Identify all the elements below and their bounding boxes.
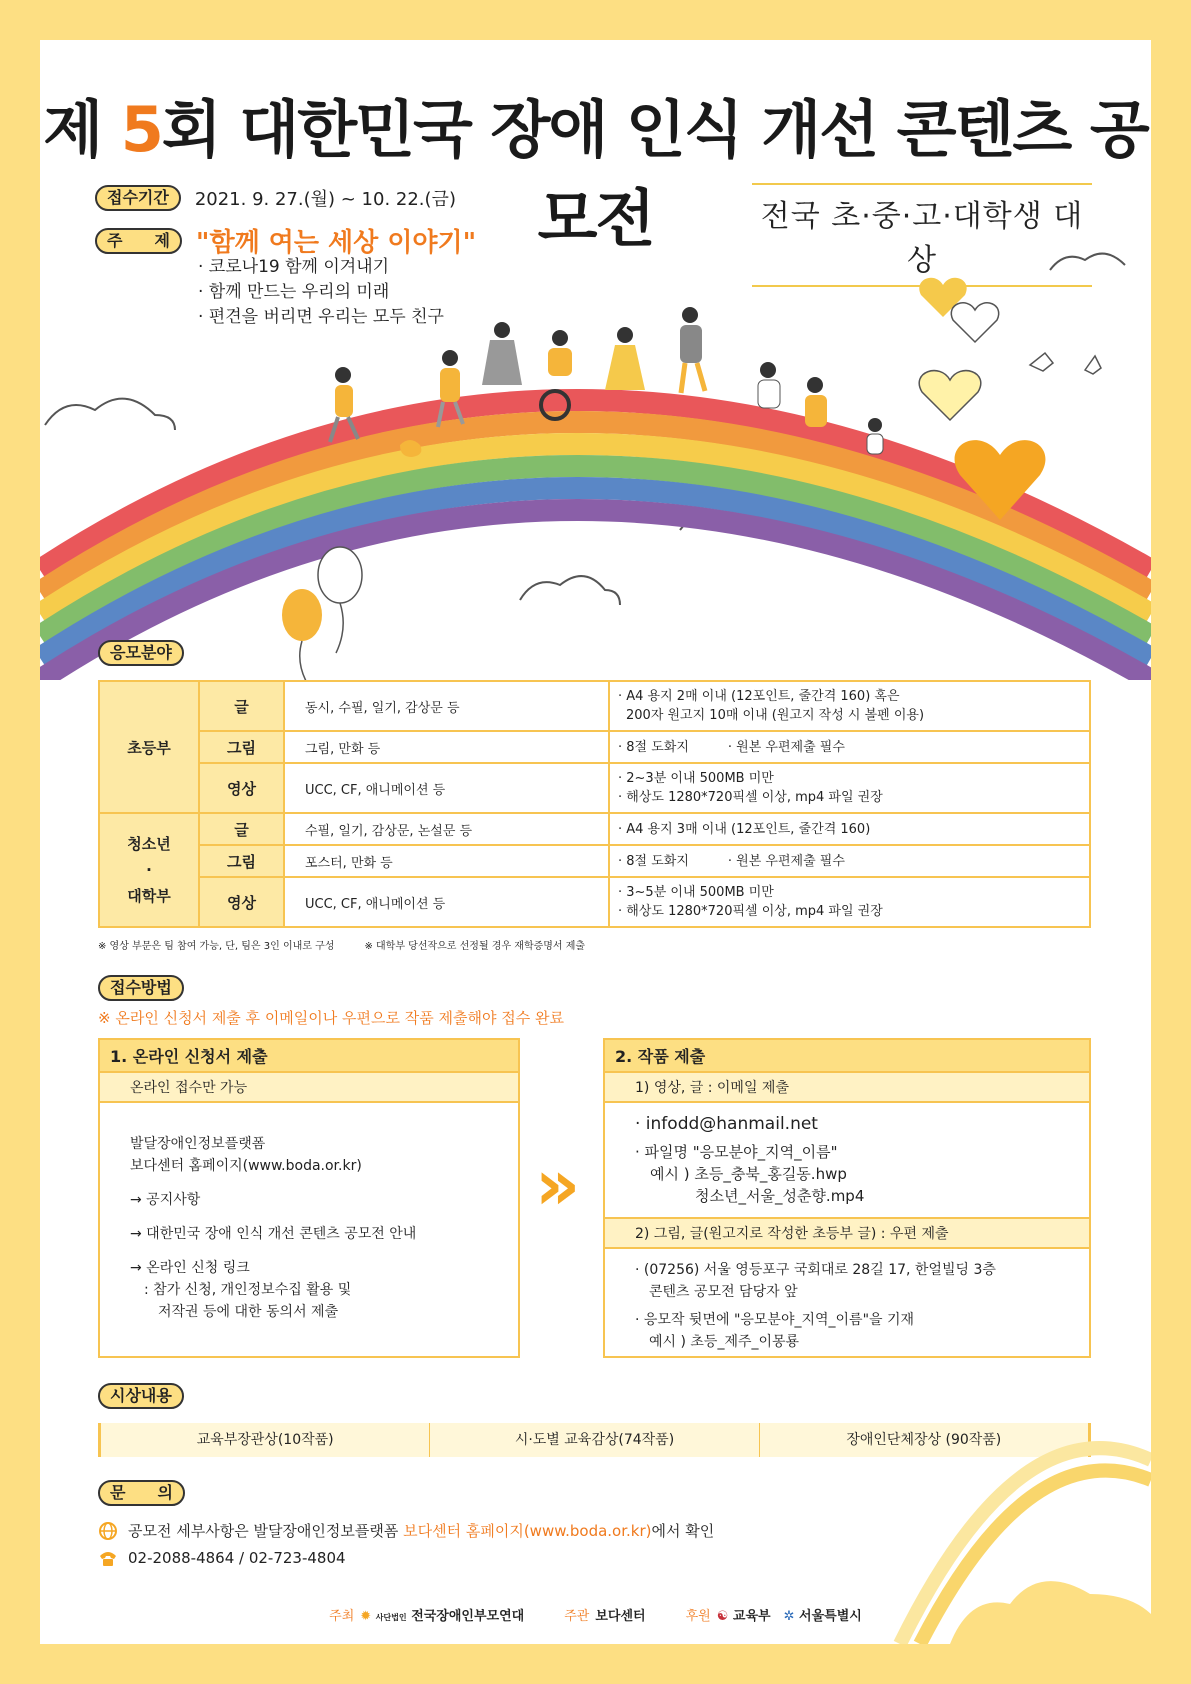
kind-cell: 글 bbox=[199, 681, 284, 731]
kind-cell: 영상 bbox=[199, 877, 284, 927]
desc-cell: 그림, 만화 등 bbox=[284, 731, 609, 763]
step2-sub: 2) 그림, 글(원고지로 작성한 초등부 글) : 우편 제출 bbox=[605, 1217, 1089, 1249]
group-youth-line: 청소년 bbox=[127, 835, 171, 853]
rainbow-illustration bbox=[40, 240, 1151, 680]
web-text: 공모전 세부사항은 발달장애인정보플랫폼 bbox=[128, 1522, 404, 1540]
table-row bbox=[99, 681, 1090, 731]
spec-cell: · 8절 도화지 · 원본 우편제출 필수 bbox=[609, 731, 1090, 763]
step1-line: → 공지사항 bbox=[130, 1192, 201, 1208]
step2-body bbox=[605, 1249, 1089, 1363]
spec-line: 200자 원고지 10매 이내 (원고지 작성 시 볼펜 이용) bbox=[626, 708, 925, 723]
globe-icon bbox=[98, 1521, 118, 1541]
poster bbox=[40, 40, 1151, 1644]
step1-body bbox=[100, 1103, 518, 1333]
sun-logo-icon: ✹ bbox=[360, 1609, 372, 1624]
step2-line: · (07256) 서울 영등포구 국회대로 28길 17, 한얼빌딩 3층 bbox=[635, 1262, 996, 1278]
note: ※ 영상 부문은 팀 참여 가능, 단, 팀은 3인 이내로 구성 bbox=[98, 941, 335, 952]
step1-line: → 대한민국 장애 인식 개선 콘텐츠 공모전 안내 bbox=[130, 1226, 417, 1242]
table-row bbox=[99, 877, 1090, 927]
spec-line: · 3~5분 이내 500MB 미만 bbox=[618, 885, 774, 900]
period-label: 접수기간 bbox=[95, 185, 181, 211]
step2-email: · infodd@hanmail.net bbox=[635, 1114, 818, 1134]
inquiry-label: 문 의 bbox=[98, 1480, 185, 1506]
spec-cell: · A4 용지 3매 이내 (12포인트, 줄간격 160) bbox=[609, 813, 1090, 845]
seoul-logo-icon: ✲ bbox=[783, 1609, 795, 1624]
sponsor-label: 후원 bbox=[685, 1609, 711, 1624]
kind-cell: 영상 bbox=[199, 763, 284, 813]
step2-title: 2. 작품 제출 bbox=[605, 1040, 1089, 1073]
target-audience: 전국 초·중·고·대학생 대상 bbox=[752, 183, 1092, 287]
host-label: 주최 bbox=[329, 1609, 355, 1624]
spec-cell bbox=[609, 763, 1090, 813]
spec-line: · 해상도 1280*720픽셀 이상, mp4 파일 권장 bbox=[618, 790, 883, 805]
step1-title: 1. 온라인 신청서 제출 bbox=[100, 1040, 518, 1073]
kind-cell: 그림 bbox=[199, 731, 284, 763]
spec-cell bbox=[609, 681, 1090, 731]
spec-cell bbox=[609, 877, 1090, 927]
inquiry-section bbox=[98, 1480, 185, 1506]
desc-cell: 동시, 수필, 일기, 감상문 등 bbox=[284, 681, 609, 731]
arrow-icon: » bbox=[535, 1144, 581, 1226]
organizer-label: 주관 bbox=[564, 1609, 590, 1624]
sponsor-name: 교육부 bbox=[732, 1609, 771, 1624]
table-row bbox=[99, 763, 1090, 813]
footer-sponsor bbox=[686, 1605, 862, 1624]
dove-icon bbox=[1030, 353, 1101, 374]
phone-number: 02-2088-4864 / 02-723-4804 bbox=[128, 1549, 346, 1567]
inquiry-phone bbox=[98, 1548, 346, 1568]
step2-line: · 응모작 뒷면에 "응모분야_지역_이름"을 기재 bbox=[635, 1312, 915, 1328]
sponsor-name: 서울특별시 bbox=[799, 1609, 862, 1624]
desc-cell: 수필, 일기, 감상문, 논설문 등 bbox=[284, 813, 609, 845]
table-row bbox=[99, 845, 1090, 877]
award-item: 교육부장관상(10작품) bbox=[196, 1432, 334, 1448]
title-prefix: 제 bbox=[43, 93, 121, 166]
inquiry-web bbox=[98, 1520, 714, 1541]
spec-line: · 해상도 1280*720픽셀 이상, mp4 파일 권장 bbox=[618, 904, 883, 919]
step1-line: : 참가 신청, 개인정보수집 활용 및 bbox=[130, 1282, 352, 1298]
method-label: 접수방법 bbox=[98, 975, 184, 1001]
phone-icon bbox=[98, 1548, 118, 1568]
step2-line: 콘텐츠 공모전 담당자 앞 bbox=[635, 1284, 798, 1300]
step1-line: 저작권 등에 대한 동의서 제출 bbox=[130, 1304, 339, 1320]
footer-organizer bbox=[564, 1605, 645, 1624]
kind-cell: 그림 bbox=[199, 845, 284, 877]
host-small: 사단법인 bbox=[375, 1613, 407, 1622]
note: ※ 대학부 당선작으로 선정될 경우 재학증명서 제출 bbox=[364, 941, 586, 952]
theme-bullet: · 코로나19 함께 이겨내기 bbox=[198, 257, 390, 277]
kind-cell: 글 bbox=[199, 813, 284, 845]
footer-host bbox=[329, 1605, 524, 1624]
step2-box bbox=[603, 1038, 1091, 1358]
group-elementary: 초등부 bbox=[99, 681, 199, 813]
organizer-name: 보다센터 bbox=[595, 1609, 646, 1624]
web-link[interactable]: 보다센터 홈페이지(www.boda.or.kr) bbox=[403, 1522, 652, 1540]
category-notes bbox=[98, 937, 585, 952]
table-row bbox=[99, 813, 1090, 845]
host-name: 전국장애인부모연대 bbox=[411, 1609, 525, 1624]
footer bbox=[40, 1605, 1151, 1624]
web-text: 에서 확인 bbox=[651, 1522, 715, 1540]
step2-body bbox=[605, 1103, 1089, 1217]
theme-label: 주 제 bbox=[95, 228, 182, 254]
group-youth-dot: · bbox=[146, 861, 152, 879]
step2-line: 예시 ) 초등_제주_이몽룡 bbox=[635, 1334, 800, 1350]
desc-cell: UCC, CF, 애니메이션 등 bbox=[284, 763, 609, 813]
taeguk-icon: ☯ bbox=[716, 1609, 729, 1624]
step2-line: 예시 ) 초등_충북_홍길동.hwp bbox=[635, 1165, 847, 1183]
theme-bullet: · 편견을 버리면 우리는 모두 친구 bbox=[198, 307, 444, 327]
step2-line: 청소년_서울_성춘향.mp4 bbox=[635, 1187, 865, 1205]
theme-bullet: · 함께 만드는 우리의 미래 bbox=[198, 282, 390, 302]
award-item: 시·도별 교육감상(74작품) bbox=[429, 1423, 758, 1457]
categories-label: 응모분야 bbox=[98, 640, 184, 666]
step2-sub: 1) 영상, 글 : 이메일 제출 bbox=[605, 1073, 1089, 1103]
spec-cell: · 8절 도화지 · 원본 우편제출 필수 bbox=[609, 845, 1090, 877]
title-suffix: 회 대한민국 장애 인식 개선 콘텐츠 공모전 bbox=[161, 93, 1148, 255]
step1-sub: 온라인 접수만 가능 bbox=[100, 1073, 518, 1103]
spec-line: · 2~3분 이내 500MB 미만 bbox=[618, 771, 774, 786]
categories-section bbox=[98, 640, 184, 666]
period-row bbox=[95, 185, 456, 211]
table-row bbox=[99, 731, 1090, 763]
desc-cell: 포스터, 만화 등 bbox=[284, 845, 609, 877]
period-value: 2021. 9. 27.(월) ~ 10. 22.(금) bbox=[194, 189, 456, 210]
method-warning: ※ 온라인 신청서 제출 후 이메일이나 우편으로 작품 제출해야 접수 완료 bbox=[98, 1009, 564, 1027]
step2-line: · 파일명 "응모분야_지역_이름" bbox=[635, 1143, 838, 1161]
group-youth bbox=[99, 813, 199, 927]
awards-label: 시상내용 bbox=[98, 1383, 184, 1409]
step1-box bbox=[98, 1038, 520, 1358]
awards-section bbox=[98, 1383, 184, 1409]
theme-value: "함께 여는 세상 이야기" bbox=[195, 228, 477, 258]
spec-line: · A4 용지 2매 이내 (12포인트, 줄간격 160) 혹은 bbox=[618, 689, 900, 704]
title-number: 5 bbox=[120, 93, 162, 166]
step1-line: 보다센터 홈페이지(www.boda.or.kr) bbox=[130, 1158, 362, 1174]
method-section bbox=[98, 975, 184, 1001]
categories-table bbox=[98, 680, 1091, 928]
award-item: 장애인단체장상 (90작품) bbox=[759, 1423, 1088, 1457]
group-youth-line: 대학부 bbox=[127, 887, 171, 905]
step1-line: 발달장애인정보플랫폼 bbox=[130, 1136, 266, 1152]
desc-cell: UCC, CF, 애니메이션 등 bbox=[284, 877, 609, 927]
step1-line: → 온라인 신청 링크 bbox=[130, 1260, 250, 1276]
